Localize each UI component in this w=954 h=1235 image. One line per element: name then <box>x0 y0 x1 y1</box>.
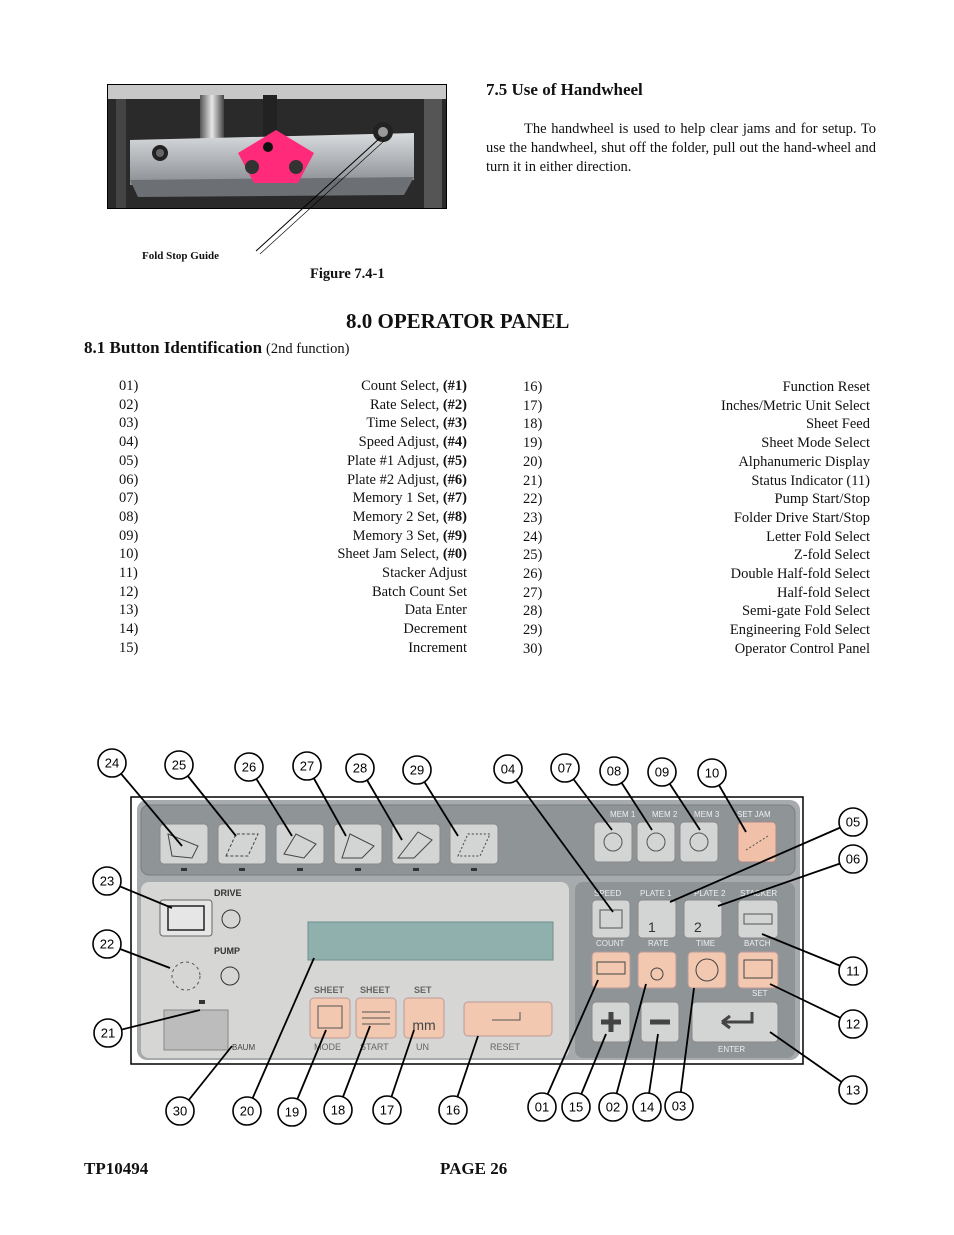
item-number: 01) <box>119 378 139 394</box>
button-list-item <box>119 452 467 471</box>
item-label <box>766 528 870 547</box>
svg-text:29: 29 <box>409 762 425 778</box>
time-select-button[interactable] <box>688 952 726 988</box>
svg-text:11: 11 <box>846 963 860 979</box>
svg-text:19: 19 <box>284 1104 300 1120</box>
item-label <box>372 583 467 602</box>
item-label <box>361 377 467 396</box>
item-number: 26) <box>523 566 543 582</box>
callout-24 <box>98 749 126 777</box>
callout-06 <box>839 845 867 873</box>
item-label-text: Memory 2 Set, <box>352 508 443 525</box>
item-label-text: Batch Count Set <box>371 583 467 600</box>
button-list-item <box>523 546 870 565</box>
handwheel-section <box>486 80 876 177</box>
plate2-label: PLATE 2 <box>694 889 726 898</box>
status-indicator <box>199 1000 205 1004</box>
baum-label: BAUM <box>232 1043 256 1052</box>
item-label-text: Memory 1 Set, <box>352 490 443 507</box>
item-label <box>382 564 467 583</box>
callout-16 <box>439 1096 467 1124</box>
svg-text:14: 14 <box>639 1099 655 1115</box>
item-label-text: Alphanumeric Display <box>738 453 870 470</box>
item-keypad-code: (#9) <box>442 527 467 544</box>
svg-text:26: 26 <box>241 759 257 775</box>
callout-01 <box>528 1093 556 1121</box>
item-label <box>761 434 870 453</box>
button-list-item <box>119 489 467 508</box>
button-list-item <box>119 396 467 415</box>
setjam-label: SET JAM <box>737 810 771 819</box>
button-list-item <box>523 602 870 621</box>
item-number: 21) <box>523 472 543 489</box>
item-number: 20) <box>523 453 543 470</box>
start-label: START <box>360 1042 389 1052</box>
callout-11 <box>839 957 867 985</box>
item-label-text: Semi-gate Fold Select <box>741 603 870 620</box>
item-label-text: Stacker Adjust <box>382 565 467 581</box>
button-list-item <box>119 433 467 452</box>
callout-07 <box>551 754 579 782</box>
item-label-text: Speed Adjust, <box>358 434 443 451</box>
callout-09 <box>648 758 676 786</box>
set-label: SET <box>414 985 432 995</box>
item-label-text: Count Select, <box>361 378 443 394</box>
button-list-item <box>523 584 870 603</box>
item-label-text: Plate #1 Adjust, <box>346 452 443 469</box>
mem2-label: MEM 2 <box>652 810 678 819</box>
item-number: 04) <box>119 434 139 451</box>
item-keypad-code: (#0) <box>442 546 467 563</box>
button-list-item <box>119 639 467 658</box>
button-list-right <box>523 378 870 663</box>
callout-22 <box>93 930 121 958</box>
item-number: 25) <box>523 547 543 564</box>
callout-30 <box>166 1097 194 1125</box>
item-label-text: Increment <box>408 639 467 656</box>
button-list-item <box>523 378 870 397</box>
callout-08 <box>600 757 628 785</box>
button-list-item <box>119 471 467 490</box>
button-list-item <box>119 414 467 433</box>
button-list-item <box>523 509 870 528</box>
callout-02 <box>599 1093 627 1121</box>
mem1-label: MEM 1 <box>610 810 636 819</box>
callout-26 <box>235 753 263 781</box>
callout-18 <box>324 1096 352 1124</box>
item-keypad-code: (#3) <box>442 415 467 432</box>
fold-stop-guide-photo <box>107 84 447 209</box>
item-label <box>777 584 870 603</box>
item-number: 19) <box>523 435 543 452</box>
svg-text:03: 03 <box>671 1098 687 1114</box>
fold-stop-guide-label: Fold Stop Guide <box>142 250 220 262</box>
item-number: 10) <box>119 546 139 563</box>
handwheel-text: The handwheel is used to help clear jams and for setup. To use the handwheel, shut off the folder, pull out the hand-wheel and turn it in either direction. <box>486 121 876 175</box>
item-label-text: Plate #2 Adjust, <box>346 471 443 488</box>
item-label <box>806 415 870 434</box>
item-label <box>347 452 467 471</box>
item-label <box>738 453 870 472</box>
item-keypad-code: (#2) <box>442 396 467 413</box>
svg-text:08: 08 <box>606 763 622 779</box>
sheet-label-2: SHEET <box>360 985 391 995</box>
button-list-item <box>119 545 467 564</box>
svg-text:12: 12 <box>845 1016 861 1032</box>
svg-text:23: 23 <box>99 873 115 889</box>
item-label-text: Inches/Metric Unit Select <box>721 397 870 414</box>
item-number: 05) <box>119 452 139 469</box>
callout-21 <box>94 1019 122 1047</box>
item-label <box>735 640 870 659</box>
item-label <box>359 433 467 452</box>
callout-04 <box>494 755 522 783</box>
callout-03 <box>665 1092 693 1120</box>
item-label <box>353 508 467 527</box>
item-number: 08) <box>119 508 139 525</box>
item-number: 13) <box>119 602 139 619</box>
pump-label: PUMP <box>214 946 241 956</box>
svg-text:15: 15 <box>568 1099 584 1115</box>
rate-select-button[interactable] <box>638 952 676 988</box>
item-number: 07) <box>119 490 139 507</box>
document-number: TP10494 <box>84 1159 149 1178</box>
item-label <box>366 414 467 433</box>
callout-14 <box>633 1093 661 1121</box>
svg-text:17: 17 <box>379 1102 395 1118</box>
button-list-item <box>119 564 467 583</box>
item-label <box>730 621 870 640</box>
speed-adjust-button[interactable] <box>592 900 630 938</box>
svg-text:07: 07 <box>557 760 573 776</box>
svg-text:02: 02 <box>605 1099 621 1115</box>
button-list-item <box>523 490 870 509</box>
item-label-text: Double Half-fold Select <box>730 566 870 582</box>
item-number: 29) <box>523 622 543 639</box>
button-list-left <box>119 377 467 662</box>
item-label-text: Engineering Fold Select <box>729 622 870 639</box>
item-number: 27) <box>523 584 543 601</box>
item-label <box>405 601 467 620</box>
callout-29 <box>403 756 431 784</box>
svg-text:10: 10 <box>704 765 720 781</box>
item-number: 11) <box>119 565 138 581</box>
item-label-text: Data Enter <box>404 602 467 619</box>
item-number: 15) <box>119 639 139 656</box>
item-label-text: Time Select, <box>366 415 443 432</box>
sheet-mode-button[interactable] <box>310 998 350 1038</box>
item-label <box>734 509 870 528</box>
item-label-text: Rate Select, <box>369 396 443 413</box>
button-list-item <box>523 397 870 416</box>
item-keypad-code: (#4) <box>442 434 467 451</box>
function-reset-button[interactable] <box>464 1002 552 1036</box>
item-label <box>353 527 467 546</box>
mode-label: MODE <box>314 1042 341 1052</box>
svg-text:21: 21 <box>100 1025 116 1041</box>
item-number: 14) <box>119 621 139 638</box>
svg-text:09: 09 <box>654 764 670 780</box>
count-label: COUNT <box>596 939 625 948</box>
button-list-item <box>523 565 870 584</box>
svg-text:04: 04 <box>500 761 516 777</box>
plate-1-adjust-button[interactable] <box>638 900 676 938</box>
button-list-item <box>523 453 870 472</box>
button-list-item <box>523 472 870 491</box>
svg-text:30: 30 <box>172 1103 188 1119</box>
item-keypad-code: (#8) <box>442 508 467 525</box>
section-title: 8.0 OPERATOR PANEL <box>346 309 570 333</box>
svg-text:24: 24 <box>104 755 120 771</box>
svg-text:25: 25 <box>171 757 187 773</box>
item-label <box>408 639 467 658</box>
item-number: 17) <box>523 397 543 414</box>
item-label <box>794 546 870 565</box>
plate-1-number: 1 <box>648 919 656 935</box>
drive-label: DRIVE <box>214 888 242 898</box>
item-label <box>347 471 467 490</box>
item-label-text: Sheet Jam Select, <box>337 546 443 563</box>
item-label-text: Status Indicator (11) <box>751 472 870 489</box>
callout-19 <box>278 1098 306 1126</box>
item-number: 18) <box>523 416 543 433</box>
stacker-label: STACKER <box>740 889 778 898</box>
double-half-fold-button[interactable] <box>276 824 324 864</box>
item-label-text: Sheet Mode Select <box>761 435 870 452</box>
item-label-text: Pump Start/Stop <box>774 491 870 508</box>
callout-05 <box>839 808 867 836</box>
alphanumeric-display <box>308 922 553 960</box>
button-list-item <box>523 640 870 659</box>
mem3-label: MEM 3 <box>694 810 720 819</box>
item-keypad-code: (#6) <box>442 471 467 488</box>
item-number: 24) <box>523 528 543 545</box>
speed-label: SPEED <box>594 889 622 898</box>
button-list-item <box>523 434 870 453</box>
svg-text:18: 18 <box>330 1102 346 1118</box>
callout-15 <box>562 1093 590 1121</box>
item-number: 03) <box>119 415 139 432</box>
svg-text:16: 16 <box>445 1102 461 1118</box>
callout-23 <box>93 867 121 895</box>
mm-label: mm <box>412 1017 436 1033</box>
button-list-item <box>119 527 467 546</box>
item-number: 06) <box>119 471 139 488</box>
button-list-item <box>119 377 467 396</box>
item-label <box>353 489 467 508</box>
svg-text:20: 20 <box>239 1103 255 1119</box>
item-label-text: Letter Fold Select <box>766 528 870 545</box>
item-keypad-code: (#7) <box>442 490 467 507</box>
item-keypad-code: (#1) <box>442 378 467 394</box>
engineering-fold-button[interactable] <box>450 824 498 864</box>
item-number: 16) <box>523 379 543 395</box>
item-label <box>742 602 870 621</box>
button-identification-heading <box>84 338 349 358</box>
button-list-item <box>119 583 467 602</box>
item-label <box>731 565 870 584</box>
callout-10 <box>698 759 726 787</box>
set-label-2: SET <box>752 989 768 998</box>
figure-caption: Figure 7.4-1 <box>310 266 385 282</box>
item-label <box>721 397 870 416</box>
item-label-text: Memory 3 Set, <box>352 527 443 544</box>
item-number: 30) <box>523 640 543 657</box>
letter-fold-button[interactable] <box>160 824 208 864</box>
item-label <box>370 396 467 415</box>
callout-20 <box>233 1097 261 1125</box>
item-label <box>775 490 870 509</box>
sheet-label-1: SHEET <box>314 985 345 995</box>
batch-label: BATCH <box>744 939 771 948</box>
item-label-text: Half-fold Select <box>776 584 870 601</box>
svg-text:13: 13 <box>845 1082 861 1098</box>
item-label-text: Function Reset <box>782 379 870 395</box>
item-keypad-code: (#5) <box>442 452 467 469</box>
callout-12 <box>839 1010 867 1038</box>
plate-2-number: 2 <box>694 919 702 935</box>
page-number: PAGE 26 <box>440 1159 508 1178</box>
item-label-text: Operator Control Panel <box>734 640 870 657</box>
item-number: 09) <box>119 527 139 544</box>
item-number: 02) <box>119 396 139 413</box>
button-list-item <box>523 621 870 640</box>
item-label-text: Folder Drive Start/Stop <box>733 509 870 526</box>
un-label: UN <box>416 1042 429 1052</box>
callout-25 <box>165 751 193 779</box>
callout-17 <box>373 1096 401 1124</box>
item-label <box>337 545 467 564</box>
button-list-item <box>523 528 870 547</box>
svg-text:22: 22 <box>99 936 115 952</box>
plate-2-adjust-button[interactable] <box>684 900 722 938</box>
callout-13 <box>839 1076 867 1104</box>
subnote: (2nd function) <box>266 341 350 357</box>
svg-text:05: 05 <box>845 814 861 830</box>
svg-text:06: 06 <box>845 851 861 867</box>
callout-28 <box>346 754 374 782</box>
item-number: 23) <box>523 509 543 526</box>
button-list-item <box>119 601 467 620</box>
item-number: 12) <box>119 583 139 600</box>
item-label-text: Z-fold Select <box>793 547 870 564</box>
button-list-item <box>523 415 870 434</box>
item-label-text: Sheet Feed <box>805 416 870 433</box>
item-label-text: Decrement <box>403 621 467 638</box>
svg-text:01: 01 <box>534 1099 550 1115</box>
item-label <box>403 620 467 639</box>
operator-control-panel-diagram <box>0 740 954 1140</box>
item-number: 28) <box>523 603 543 620</box>
svg-text:28: 28 <box>352 760 368 776</box>
callout-27 <box>293 752 321 780</box>
svg-text:27: 27 <box>299 758 315 774</box>
button-list-item <box>119 620 467 639</box>
item-number: 22) <box>523 491 543 508</box>
enter-label: ENTER <box>718 1045 746 1054</box>
button-list-item <box>119 508 467 527</box>
z-fold-button[interactable] <box>218 824 266 864</box>
memory-1-button[interactable] <box>594 822 632 862</box>
rate-label: RATE <box>648 939 669 948</box>
item-label <box>783 378 870 397</box>
time-label: TIME <box>696 939 716 948</box>
plate1-label: PLATE 1 <box>640 889 672 898</box>
handwheel-heading: 7.5 Use of Handwheel <box>486 80 643 99</box>
reset-label: RESET <box>490 1042 521 1052</box>
subheading: 8.1 Button Identification <box>84 338 263 357</box>
item-label <box>751 472 870 491</box>
memory-2-button[interactable] <box>637 822 675 862</box>
